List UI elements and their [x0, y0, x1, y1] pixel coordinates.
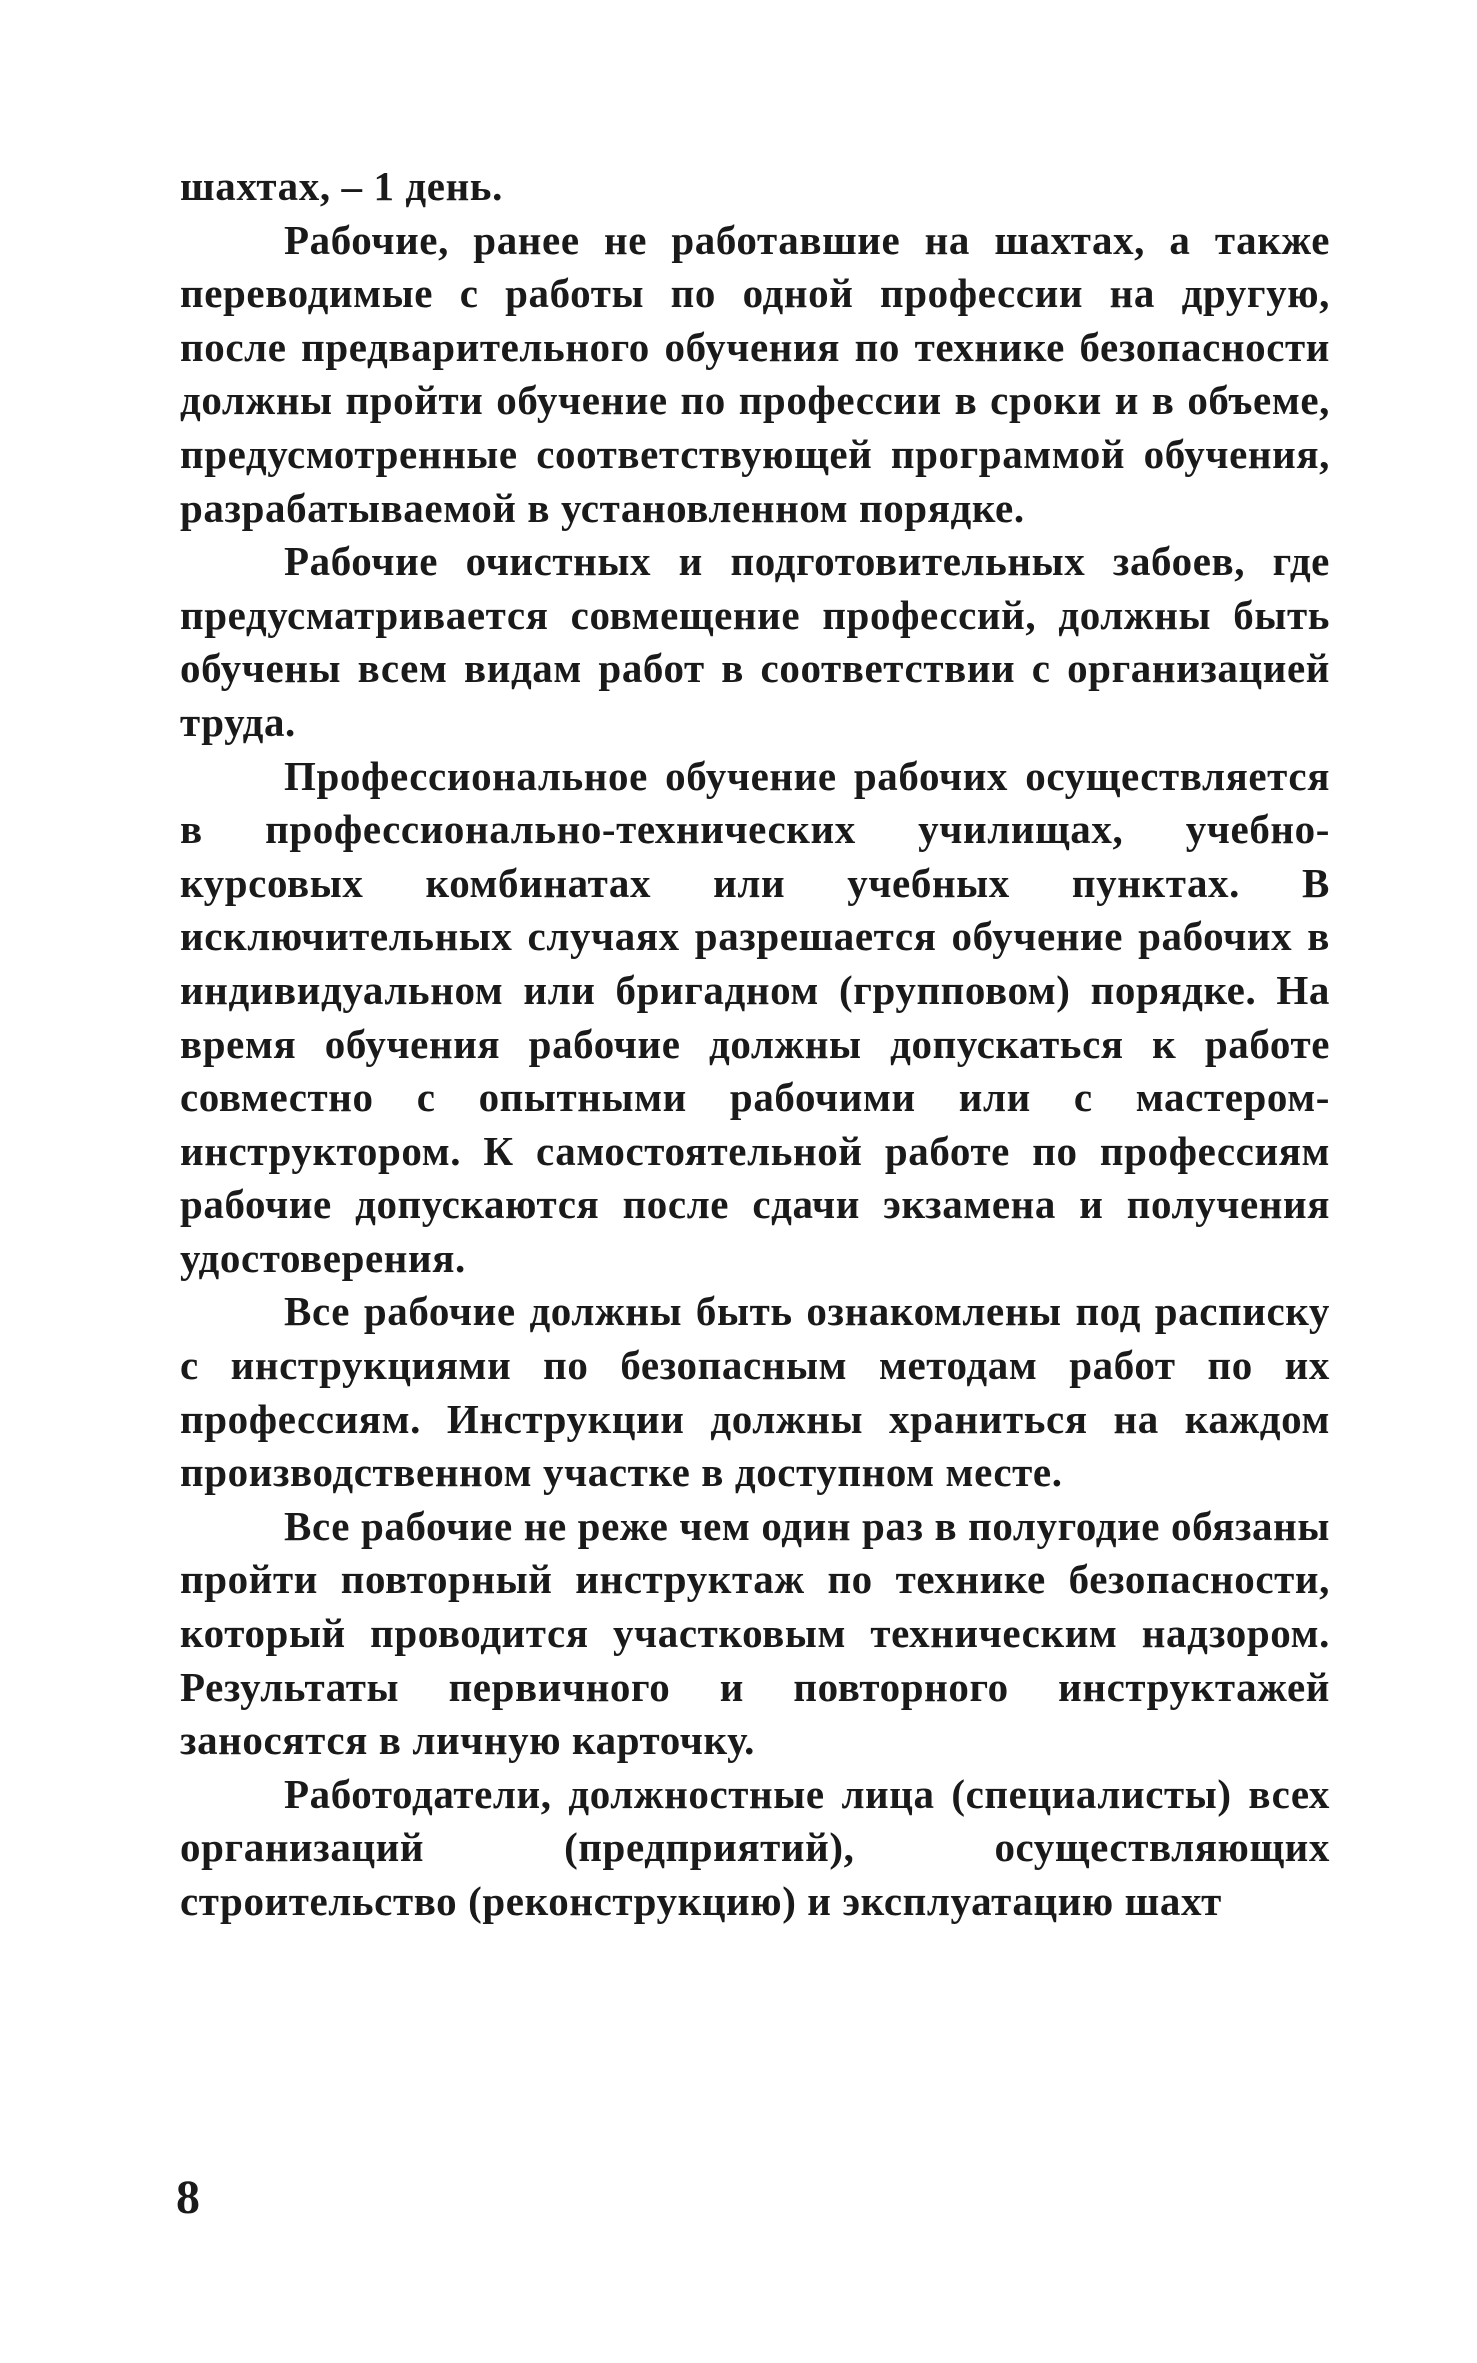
paragraph-safety-instructions: Все рабочие должны быть ознакомлены под расписку с инструкциями по безопасным методам работ по их профессиям. Инструкции должны храниться на каждом производственном участке в доступном месте.	[180, 1288, 1330, 1496]
body-text	[180, 160, 1330, 1929]
paragraph-combined-professions: Рабочие очистных и подготовительных забоев, где предусматривается совмещение профессий, должны быть обучены всем видам работ в соответствии с организацией труда.	[180, 538, 1330, 745]
paragraph-training-new-workers: Рабочие, ранее не работавшие на шахтах, а также переводимые с работы по одной профессии на другую, после предварительного обучения по технике безопасности должны пройти обучение по профессии в сроки и в объеме, предусмотренные соответствующей программой обучения, разрабатываемой в установленном порядке.	[180, 216, 1330, 531]
paragraph-repeat-briefing: Все рабочие не реже чем один раз в полугодие обязаны пройти повторный инструктаж по технике безопасности, который проводится участковым техническим надзором. Результаты первичного и повторного инструктажей заносятся в личную карточку.	[180, 1502, 1330, 1764]
paragraph-employers: Работодатели, должностные лица (специалисты) всех организаций (предприятий), осуществляющих строительство (реконструкцию) и эксплуатацию шахт	[180, 1770, 1330, 1924]
paragraph-professional-training: Профессиональное обучение рабочих осуществляется в профессионально-технических училищах, учебно-курсовых комбинатах или учебных пунктах. В исключительных случаях разрешается обучение рабочих в индивидуальном или бригадном (групповом) порядке. На время обучения рабочие должны допускаться к работе совместно с опытными рабочими или с мастером-инструктором. К самостоятельной работе по профессиям рабочие допускаются после сдачи экзамена и получения удостоверения.	[180, 752, 1330, 1281]
paragraph-continuation: шахтах, – 1 день.	[180, 163, 503, 209]
page-number: 8	[176, 2171, 200, 2224]
